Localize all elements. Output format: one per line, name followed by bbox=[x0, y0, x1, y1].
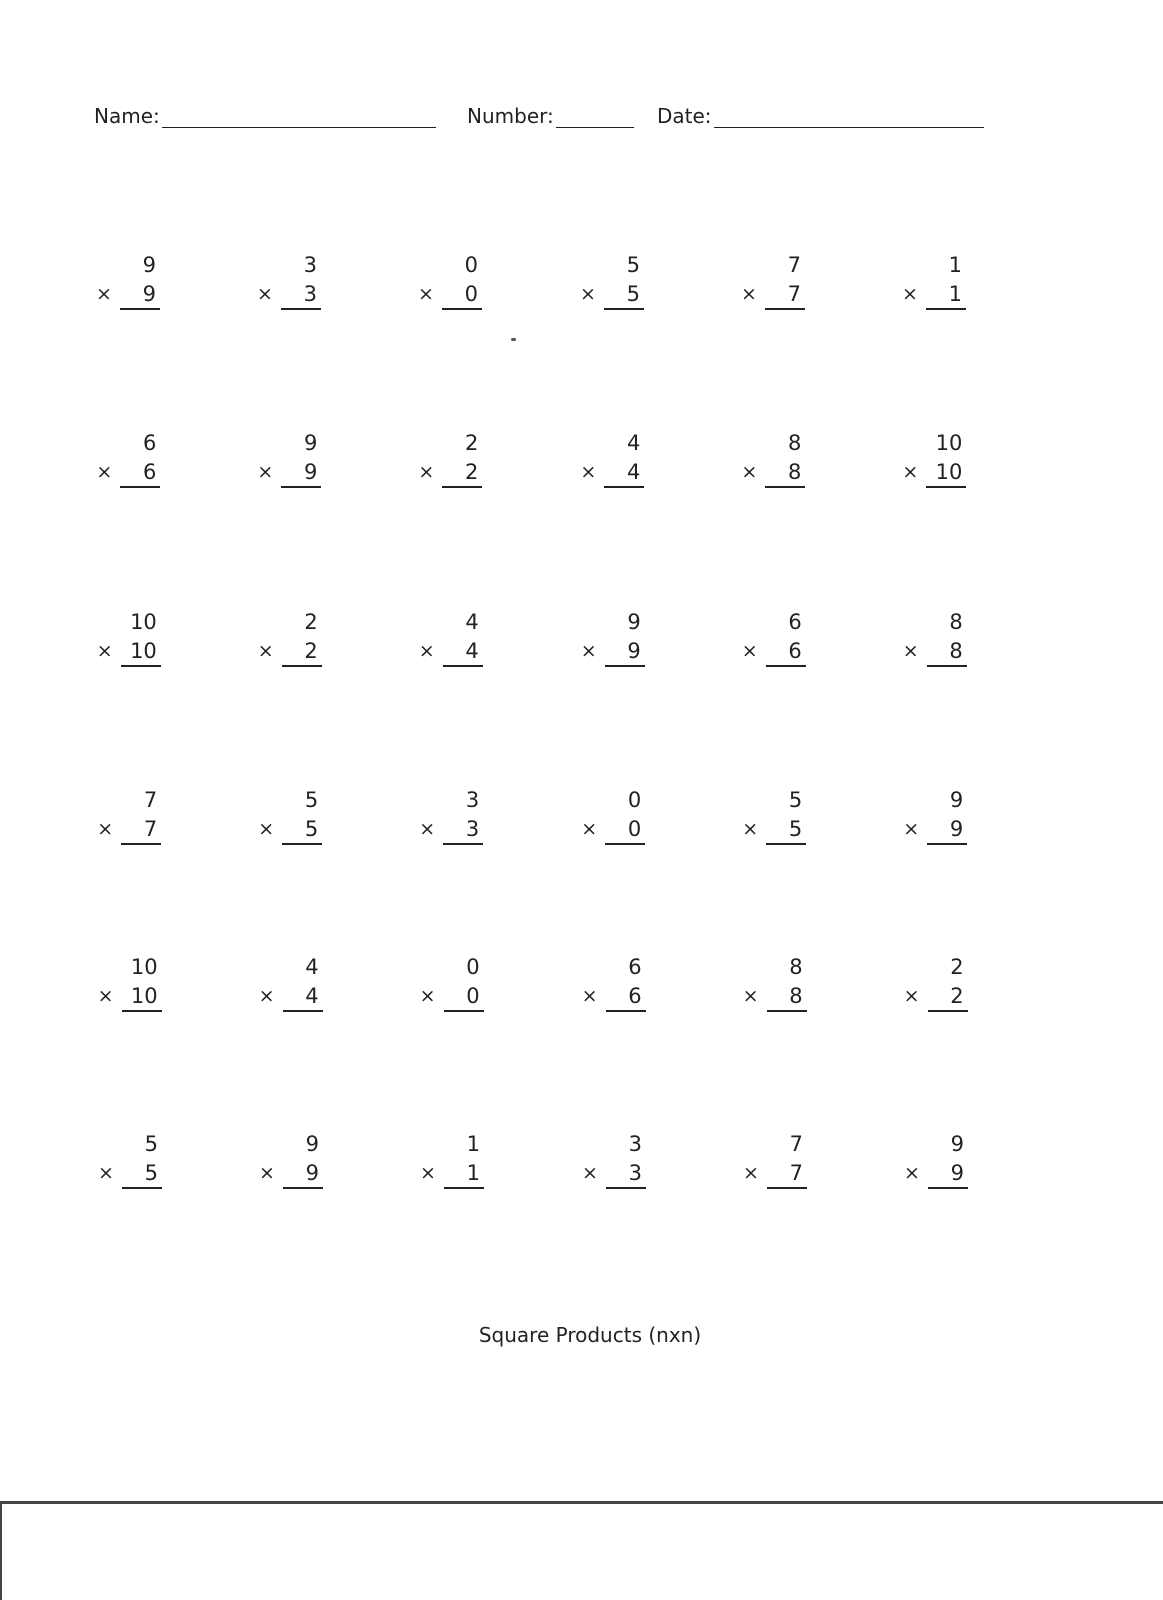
times-sign: × bbox=[903, 985, 920, 1007]
answer-line bbox=[442, 308, 482, 310]
multiplicand: 8 bbox=[949, 610, 963, 634]
multiplier: 9 bbox=[950, 1161, 964, 1185]
multiplier: 4 bbox=[305, 984, 319, 1008]
times-sign: × bbox=[97, 985, 114, 1007]
times-sign: × bbox=[582, 1162, 598, 1184]
multiplier: 1 bbox=[466, 1161, 480, 1185]
multiplier: 9 bbox=[304, 460, 318, 484]
multiplier: 7 bbox=[143, 817, 158, 841]
multiplicand: 4 bbox=[465, 610, 479, 634]
answer-line bbox=[767, 1187, 807, 1189]
times-sign: × bbox=[257, 283, 273, 305]
problem-r1-c3 bbox=[418, 253, 498, 313]
answer-line bbox=[765, 308, 805, 310]
problem-r2-c6 bbox=[902, 431, 982, 491]
answer-line bbox=[604, 486, 644, 488]
times-sign: × bbox=[581, 985, 598, 1007]
times-sign: × bbox=[419, 818, 436, 840]
answer-line bbox=[605, 665, 645, 667]
answer-line bbox=[281, 308, 321, 310]
answer-line bbox=[606, 1010, 646, 1012]
times-sign: × bbox=[97, 818, 114, 840]
problem-r6-c1 bbox=[98, 1132, 178, 1192]
problem-r3-c3 bbox=[419, 610, 499, 670]
date-blank-line bbox=[714, 105, 984, 128]
times-sign: × bbox=[96, 461, 113, 483]
multiplier: 0 bbox=[627, 817, 642, 841]
name-field bbox=[94, 104, 436, 128]
times-sign: × bbox=[418, 283, 434, 305]
multiplicand: 5 bbox=[626, 253, 640, 277]
times-sign: × bbox=[98, 1162, 114, 1184]
multiplicand: 3 bbox=[628, 1132, 642, 1156]
problem-r5-c2 bbox=[259, 955, 339, 1015]
multiplier: 3 bbox=[303, 282, 317, 306]
date-label: Date: bbox=[657, 104, 712, 128]
multiplier: 7 bbox=[789, 1161, 803, 1185]
problem-r3-c5 bbox=[742, 610, 822, 670]
multiplicand: 1 bbox=[948, 253, 962, 277]
multiplicand: 9 bbox=[949, 788, 964, 812]
problem-r6-c6 bbox=[904, 1132, 984, 1192]
problem-r6-c5 bbox=[743, 1132, 823, 1192]
multiplier: 9 bbox=[142, 282, 156, 306]
problem-r6-c2 bbox=[259, 1132, 339, 1192]
multiplicand: 9 bbox=[305, 1132, 319, 1156]
multiplier: 6 bbox=[143, 460, 157, 484]
problem-r4-c1 bbox=[97, 788, 177, 848]
number-label: Number: bbox=[467, 104, 554, 128]
multiplier: 5 bbox=[144, 1161, 158, 1185]
answer-line bbox=[443, 843, 483, 845]
name-label: Name: bbox=[94, 104, 160, 128]
problem-r4-c6 bbox=[903, 788, 983, 848]
times-sign: × bbox=[420, 1162, 436, 1184]
multiplier: 5 bbox=[626, 282, 640, 306]
multiplicand: 2 bbox=[465, 431, 479, 455]
multiplier: 10 bbox=[130, 984, 158, 1008]
answer-line bbox=[442, 486, 482, 488]
multiplicand: 5 bbox=[788, 788, 803, 812]
multiplier: 6 bbox=[788, 639, 802, 663]
answer-line bbox=[121, 843, 161, 845]
number-blank-line bbox=[556, 105, 634, 128]
times-sign: × bbox=[257, 461, 274, 483]
multiplier: 2 bbox=[950, 984, 964, 1008]
problem-r6-c3 bbox=[420, 1132, 500, 1192]
answer-line bbox=[121, 665, 161, 667]
multiplicand: 10 bbox=[935, 431, 963, 455]
answer-line bbox=[928, 1010, 968, 1012]
name-blank-line bbox=[162, 105, 436, 128]
times-sign: × bbox=[902, 283, 918, 305]
number-field bbox=[467, 104, 634, 128]
problem-r3-c1 bbox=[97, 610, 177, 670]
problem-r2-c5 bbox=[741, 431, 821, 491]
problem-r1-c6 bbox=[902, 253, 982, 313]
multiplicand: 8 bbox=[789, 955, 803, 979]
times-sign: × bbox=[418, 461, 435, 483]
times-sign: × bbox=[580, 461, 597, 483]
times-sign: × bbox=[418, 640, 435, 662]
multiplicand: 0 bbox=[466, 955, 480, 979]
scanner-bed bbox=[0, 1504, 1163, 1600]
multiplier: 9 bbox=[949, 817, 964, 841]
multiplicand: 7 bbox=[143, 788, 158, 812]
multiplicand: 10 bbox=[130, 610, 157, 634]
multiplier: 4 bbox=[627, 460, 641, 484]
answer-line bbox=[927, 665, 967, 667]
problem-r5-c4 bbox=[582, 955, 662, 1015]
multiplier: 3 bbox=[628, 1161, 642, 1185]
times-sign: × bbox=[419, 985, 436, 1007]
answer-line bbox=[122, 1187, 162, 1189]
answer-line bbox=[120, 486, 160, 488]
multiplicand: 9 bbox=[627, 610, 641, 634]
multiplicand: 9 bbox=[304, 431, 318, 455]
problem-r4-c4 bbox=[581, 788, 661, 848]
multiplier: 10 bbox=[935, 460, 963, 484]
multiplicand: 9 bbox=[950, 1132, 964, 1156]
multiplicand: 2 bbox=[950, 955, 964, 979]
problem-r3-c2 bbox=[258, 610, 338, 670]
multiplier: 8 bbox=[789, 984, 803, 1008]
answer-line bbox=[606, 1187, 646, 1189]
answer-line bbox=[282, 843, 322, 845]
answer-line bbox=[282, 665, 322, 667]
multiplier: 10 bbox=[130, 639, 157, 663]
multiplier: 2 bbox=[304, 639, 318, 663]
multiplicand: 3 bbox=[303, 253, 317, 277]
multiplicand: 10 bbox=[130, 955, 158, 979]
times-sign: × bbox=[257, 640, 274, 662]
multiplicand: 8 bbox=[788, 431, 802, 455]
problem-r3-c6 bbox=[903, 610, 983, 670]
answer-line bbox=[767, 1010, 807, 1012]
answer-line bbox=[604, 308, 644, 310]
multiplier: 8 bbox=[949, 639, 963, 663]
answer-line bbox=[766, 665, 806, 667]
answer-line bbox=[122, 1010, 162, 1012]
multiplier: 1 bbox=[948, 282, 962, 306]
multiplicand: 3 bbox=[465, 788, 480, 812]
answer-line bbox=[926, 486, 966, 488]
times-sign: × bbox=[259, 1162, 275, 1184]
problem-r5-c1 bbox=[98, 955, 178, 1015]
problem-r5-c3 bbox=[420, 955, 500, 1015]
multiplicand: 7 bbox=[787, 253, 801, 277]
answer-line bbox=[444, 1010, 484, 1012]
answer-line bbox=[283, 1187, 323, 1189]
answer-line bbox=[120, 308, 160, 310]
multiplicand: 2 bbox=[304, 610, 318, 634]
problem-r3-c4 bbox=[581, 610, 661, 670]
times-sign: × bbox=[741, 283, 757, 305]
problem-r2-c3 bbox=[418, 431, 498, 491]
multiplier: 0 bbox=[464, 282, 478, 306]
multiplicand: 4 bbox=[305, 955, 319, 979]
multiplicand: 0 bbox=[464, 253, 478, 277]
problem-r1-c1 bbox=[96, 253, 176, 313]
problem-r2-c1 bbox=[96, 431, 176, 491]
times-sign: × bbox=[96, 640, 113, 662]
answer-line bbox=[926, 308, 966, 310]
multiplier: 0 bbox=[466, 984, 480, 1008]
times-sign: × bbox=[258, 985, 275, 1007]
multiplier: 7 bbox=[787, 282, 801, 306]
problem-r4-c3 bbox=[419, 788, 499, 848]
times-sign: × bbox=[580, 640, 597, 662]
multiplier: 5 bbox=[304, 817, 319, 841]
answer-line bbox=[443, 665, 483, 667]
problem-r2-c2 bbox=[257, 431, 337, 491]
multiplier: 9 bbox=[305, 1161, 319, 1185]
scan-speck bbox=[511, 338, 516, 341]
multiplier: 8 bbox=[788, 460, 802, 484]
answer-line bbox=[283, 1010, 323, 1012]
problem-r1-c5 bbox=[741, 253, 821, 313]
times-sign: × bbox=[903, 818, 920, 840]
multiplier: 2 bbox=[465, 460, 479, 484]
times-sign: × bbox=[742, 985, 759, 1007]
times-sign: × bbox=[902, 640, 919, 662]
answer-line bbox=[766, 843, 806, 845]
times-sign: × bbox=[580, 283, 596, 305]
multiplier: 3 bbox=[465, 817, 480, 841]
multiplicand: 6 bbox=[788, 610, 802, 634]
multiplier: 5 bbox=[788, 817, 803, 841]
answer-line bbox=[928, 1187, 968, 1189]
problem-r5-c5 bbox=[743, 955, 823, 1015]
problem-r1-c2 bbox=[257, 253, 337, 313]
multiplicand: 5 bbox=[304, 788, 319, 812]
problem-r4-c5 bbox=[742, 788, 822, 848]
worksheet-title: Square Products (nxn) bbox=[478, 1323, 702, 1347]
times-sign: × bbox=[581, 818, 598, 840]
date-field bbox=[657, 104, 984, 128]
answer-line bbox=[765, 486, 805, 488]
multiplicand: 6 bbox=[628, 955, 642, 979]
times-sign: × bbox=[904, 1162, 920, 1184]
times-sign: × bbox=[741, 640, 758, 662]
problem-r6-c4 bbox=[582, 1132, 662, 1192]
answer-line bbox=[281, 486, 321, 488]
multiplier: 9 bbox=[627, 639, 641, 663]
times-sign: × bbox=[741, 461, 758, 483]
problem-r5-c6 bbox=[904, 955, 984, 1015]
problem-r1-c4 bbox=[580, 253, 660, 313]
problem-r2-c4 bbox=[580, 431, 660, 491]
times-sign: × bbox=[742, 818, 759, 840]
multiplicand: 4 bbox=[627, 431, 641, 455]
multiplicand: 6 bbox=[143, 431, 157, 455]
multiplicand: 7 bbox=[789, 1132, 803, 1156]
times-sign: × bbox=[902, 461, 919, 483]
times-sign: × bbox=[743, 1162, 759, 1184]
answer-line bbox=[605, 843, 645, 845]
times-sign: × bbox=[258, 818, 275, 840]
answer-line bbox=[444, 1187, 484, 1189]
answer-line bbox=[927, 843, 967, 845]
multiplicand: 1 bbox=[466, 1132, 480, 1156]
multiplier: 6 bbox=[628, 984, 642, 1008]
times-sign: × bbox=[96, 283, 112, 305]
multiplicand: 5 bbox=[144, 1132, 158, 1156]
problem-r4-c2 bbox=[258, 788, 338, 848]
multiplicand: 0 bbox=[627, 788, 642, 812]
multiplier: 4 bbox=[465, 639, 479, 663]
multiplicand: 9 bbox=[142, 253, 156, 277]
